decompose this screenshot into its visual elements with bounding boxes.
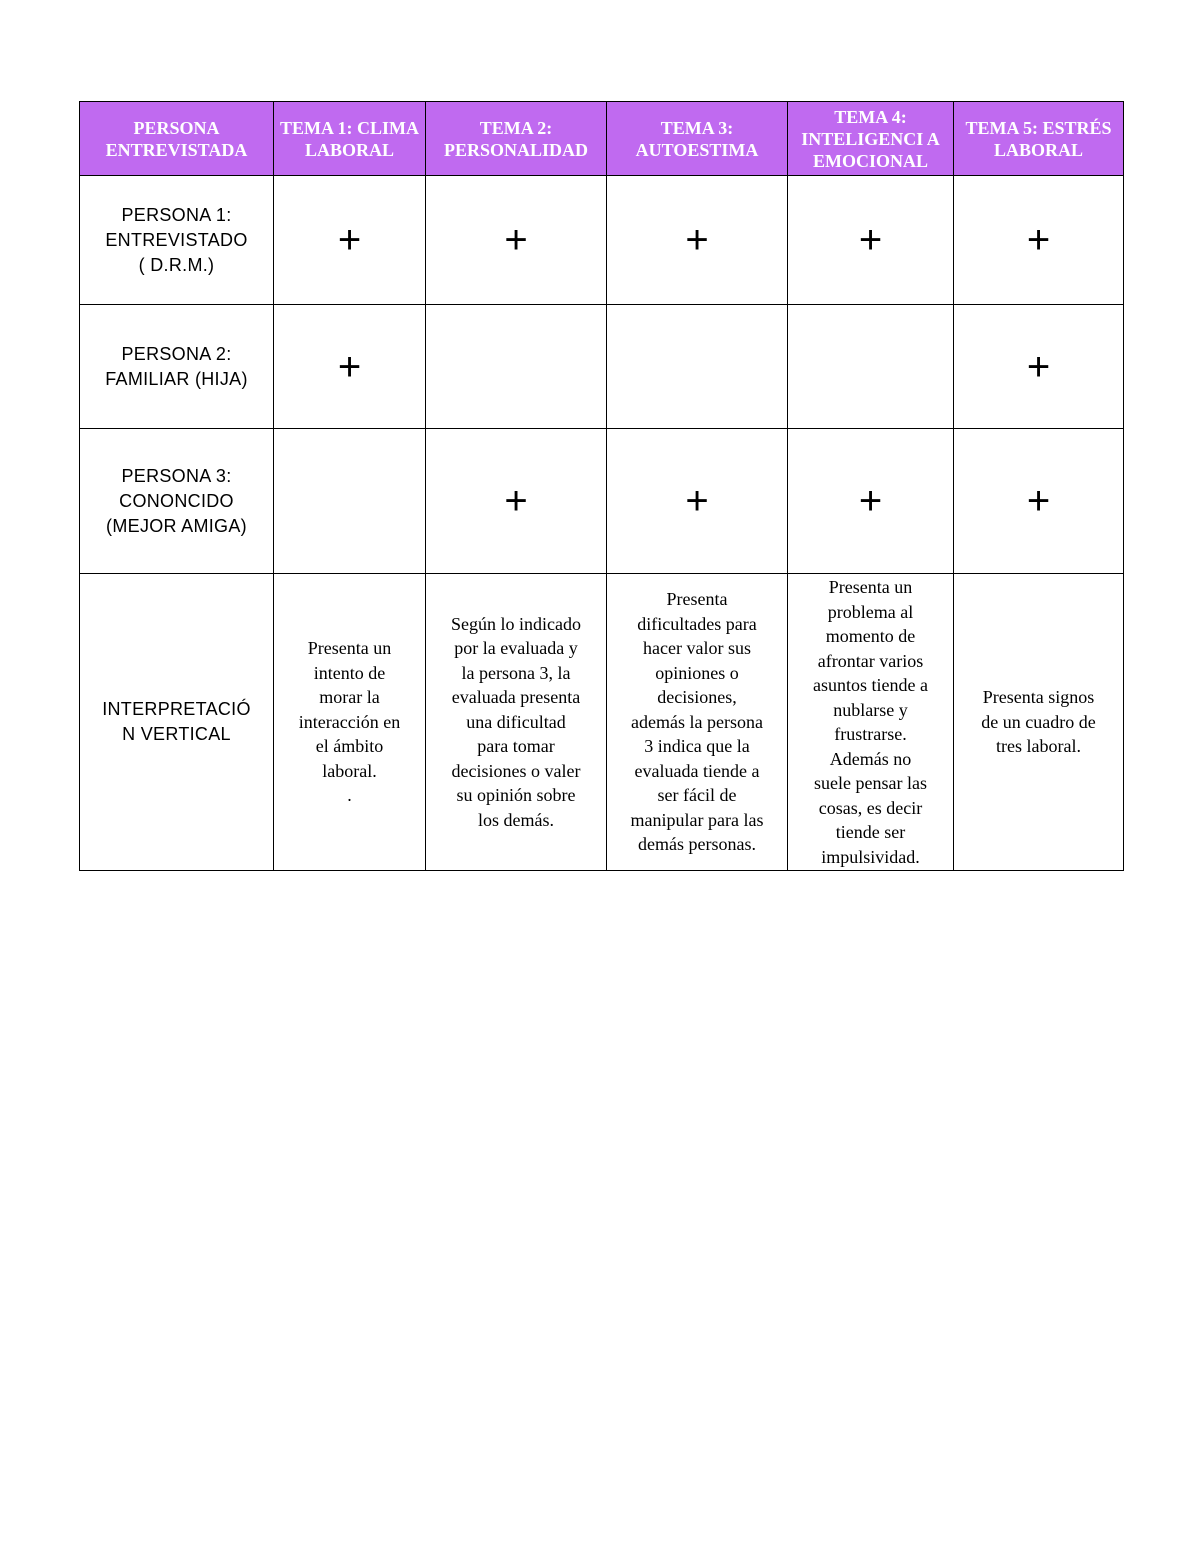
interpretation-cell-tema-1 — [274, 574, 426, 871]
interpretation-line: morar la — [319, 687, 380, 708]
plus-mark-icon: + — [788, 176, 954, 305]
empty-cell — [788, 305, 954, 429]
row-label-persona-1 — [80, 176, 274, 305]
interpretation-line: suele pensar las — [814, 773, 927, 793]
interpretation-line: decisiones, — [657, 687, 737, 708]
table-header-row — [80, 102, 1124, 176]
empty-cell — [607, 305, 788, 429]
row-label-line: PERSONA 2: — [121, 343, 232, 364]
interpretation-line: una dificultad — [466, 711, 566, 732]
table-row-interpretacion — [80, 574, 1124, 871]
row-label-line: ENTREVISTADO — [105, 229, 248, 250]
interpretation-line: Presenta un — [307, 638, 392, 659]
row-label-line: INTERPRETACIÓ — [102, 699, 251, 719]
interpretation-cell-tema-5 — [954, 574, 1124, 871]
interpretation-line: cosas, es decir — [818, 797, 923, 818]
interpretation-line: interacción en — [298, 711, 401, 732]
header-tema-1: TEMA 1: CLIMA LABORAL — [274, 102, 426, 176]
interpretation-line: evaluada presenta — [451, 687, 581, 708]
header-persona-entrevistada: PERSONA ENTREVISTADA — [80, 102, 274, 176]
interpretation-line: hacer valor sus — [643, 638, 751, 659]
header-tema-2: TEMA 2: PERSONALIDAD — [426, 102, 607, 176]
interpretation-cell-tema-4 — [788, 574, 954, 871]
interpretation-line: asuntos tiende a — [813, 675, 928, 695]
row-label-line: ( D.R.M.) — [138, 254, 215, 275]
interpretation-line: impulsividad. — [821, 846, 920, 867]
interpretation-line: Presenta — [666, 589, 728, 610]
interpretation-line: opiniones o — [655, 662, 739, 683]
row-label-interpretacion — [80, 574, 274, 871]
interpretation-line: el ámbito — [315, 736, 384, 757]
header-tema-5: TEMA 5: ESTRÉS LABORAL — [954, 102, 1124, 176]
interpretation-line: tres laboral. — [996, 736, 1081, 757]
plus-mark-icon: + — [426, 176, 607, 305]
interpretation-line: 3 indica que la — [644, 736, 750, 757]
plus-mark-icon: + — [954, 305, 1124, 429]
plus-mark-icon: + — [274, 176, 426, 305]
interpretation-line: Presenta signos — [982, 687, 1095, 708]
interpretation-line: Además no — [829, 748, 912, 769]
plus-mark-icon: + — [954, 429, 1124, 574]
interpretation-cell-tema-3 — [607, 574, 788, 871]
table-row-persona-3 — [80, 429, 1124, 574]
interpretation-line: momento de — [825, 626, 916, 646]
table-row-persona-2 — [80, 305, 1124, 429]
interpretation-line: problema al — [827, 601, 914, 622]
plus-mark-icon: + — [607, 176, 788, 305]
interpretation-line: tiende ser — [835, 822, 906, 842]
plus-mark-icon: + — [607, 429, 788, 574]
row-label-line: N VERTICAL — [122, 724, 231, 744]
interpretation-line: frustrarse. — [834, 724, 907, 744]
plus-mark-icon: + — [274, 305, 426, 429]
table-row-persona-1 — [80, 176, 1124, 305]
interpretation-line: afrontar varios — [817, 650, 924, 671]
interpretation-line: Según lo indicado — [451, 613, 581, 634]
empty-cell — [426, 305, 607, 429]
empty-cell — [274, 429, 426, 574]
interpretation-line: dificultades para — [637, 613, 757, 634]
interpretation-line: por la evaluada y — [454, 638, 578, 659]
interpretation-line: además la persona — [631, 711, 763, 732]
interpretation-line: . — [347, 785, 352, 806]
interpretation-line: manipular para las — [630, 809, 764, 830]
row-label-line: PERSONA 1: — [121, 204, 232, 225]
interpretation-line: decisiones o valer — [451, 760, 581, 781]
interpretation-line: la persona 3, la — [461, 662, 571, 683]
plus-mark-icon: + — [954, 176, 1124, 305]
interpretation-line: nublarse y — [833, 699, 908, 720]
row-label-line: PERSONA 3: — [121, 465, 232, 486]
interpretation-line: evaluada tiende a — [634, 760, 760, 781]
interpretation-line: ser fácil de — [657, 785, 737, 806]
row-label-line: CONONCIDO — [119, 490, 234, 511]
interpretation-cell-tema-2 — [426, 574, 607, 871]
interview-matrix-table — [79, 101, 1124, 871]
row-label-persona-2 — [80, 305, 274, 429]
plus-mark-icon: + — [426, 429, 607, 574]
interpretation-line: laboral. — [322, 760, 377, 781]
row-label-line: (MEJOR AMIGA) — [106, 515, 247, 536]
interpretation-line: los demás. — [478, 809, 554, 830]
interpretation-line: su opinión sobre — [456, 785, 576, 806]
interpretation-line: intento de — [313, 662, 386, 683]
row-label-line: FAMILIAR (HIJA) — [105, 368, 248, 389]
row-label-persona-3 — [80, 429, 274, 574]
header-tema-4: TEMA 4: INTELIGENCI A EMOCIONAL — [788, 102, 954, 176]
plus-mark-icon: + — [788, 429, 954, 574]
interpretation-line: de un cuadro de — [981, 711, 1096, 732]
header-tema-3: TEMA 3: AUTOESTIMA — [607, 102, 788, 176]
interpretation-line: para tomar — [477, 736, 555, 757]
interpretation-line: Presenta un — [828, 577, 913, 597]
interpretation-line: demás personas. — [638, 834, 756, 855]
